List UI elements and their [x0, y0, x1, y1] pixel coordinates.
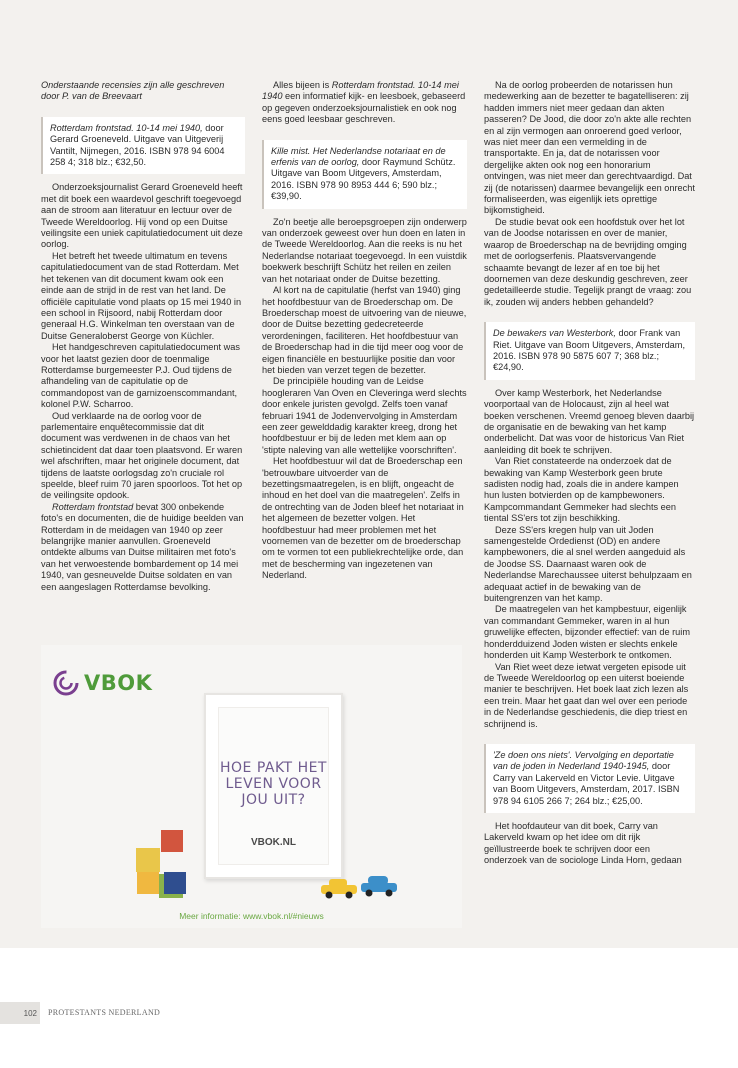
paragraph: Van Riet weet deze ietwat vergeten episode uit de Tweede Wereldoorlog op een uiterst boeiende manier te beschrijven. Het boek laat zich lezen als een trein. Maar het gaat dan wel over een periode in de Nederlandse geschiedenis, die diep triest en schrijnend is.: [484, 661, 689, 729]
spiral-logo-icon: [52, 669, 80, 697]
magazine-name: PROTESTANTS NEDERLAND: [48, 1008, 161, 1017]
poster-url: VBOK.NL: [251, 837, 296, 848]
toy-block-blue: [164, 872, 186, 894]
paragraph: Zo'n beetje alle beroepsgroepen zijn onderwerp van onderzoek geweest over hun doen en laten in de Tweede Wereldoorlog. Aan die reeks is nu het Nederlandse notariaat toegevoegd. In een vuistdik boekwerk beschrijft Schütz het reilen en zeilen van het notariaat onder de Duitse bezetting.: [262, 216, 467, 284]
paragraph: Na de oorlog probeerden de notarissen hun medewerking aan de bezetter te bagatelliseren: zij hadden immers niet meer gedaan dan akten passeren? De Jood, die door zo'n akte alle rechten en al zijn vermogen aan onroerend goed verloor, was niet meer dan een vermelding in de transportakte. En ja, dat de notarissen voor dergelijke akten ook nog een honorarium ontvingen, was niet meer dan gerechtvaardigd. Dat zij (de notarissen) daarmee bevangelijk een onrecht formaliseerden, was eigenlijk iets oprettige bijkomstigheid.: [484, 80, 695, 216]
review-3-header: [484, 322, 695, 380]
paragraph: Oud verklaarde na de oorlog voor de parlementaire enquêtecommissie dat dit document was verdwenen in de chaos van het schietincident dat daar toen plaatsvond. Er waren wel afschriften, maar het originele document, dat tijdens de laatste oorlogsdag zo'n cruciale rol speelde, bleef ruim 70 jaren spoorloos. Tot het op de veilingsite opdook.: [41, 410, 243, 501]
toy-car-yellow-icon: [319, 877, 359, 899]
paragraph: Het handgeschreven capitulatiedocument was voor het laatst gezien door de toenmalige Rotterdamse burgemeester P.J. Oud tijdens de afhandeling van de capitulatie op de commandopost van de garnizoenscommandant, kolonel P.W. Scharroo.: [41, 342, 240, 410]
page-footer: [0, 1002, 738, 1024]
paragraph-text: een informatief kijk- en leesboek, gebaseerd op gegeven onderzoeksjournalistiek en ook nog eens goed leesbaar geschreven.: [262, 91, 466, 125]
frame-poster: [218, 707, 329, 865]
review-2-details: door Raymund Schütz. Uitgave van Boom Uitgevers, Amsterdam, 2016. ISBN 978 90 8953 444 6; 590 blz.; €39,90.: [271, 157, 456, 202]
paragraph: [41, 502, 245, 593]
toy-block-red: [161, 830, 183, 852]
column-3: [484, 80, 695, 867]
book-title-inline: Rotterdam frontstad: [52, 501, 134, 512]
paragraph: Over kamp Westerbork, het Nederlandse voorportaal van de Holocaust, zijn al heel wat boeken verschenen. Vreemd genoeg bleven daarbij de organisatie en de bewaking van het kamp onderbelicht. Dat was voor de historicus Van Riet aanleiding dit boek te schrijven.: [484, 387, 695, 455]
book-title-inline: Rotterdam frontstad. 10-14 mei 1940: [262, 80, 459, 102]
column-2: [262, 80, 467, 582]
picture-frame: [204, 693, 343, 879]
review-4-details: door Carry van Lakerveld en Victor Levie. Uitgave van Boom Uitgevers, Amsterdam, 2017. ISBN 978 94 6105 266 7; 264 blz.; €25,00.: [493, 761, 680, 806]
paragraph: De studie bevat ook een hoofdstuk over het lot van de Joodse notarissen en over de manier, waarop de Broederschap na de bevrijding omging met de oorlogserfenis. Plaatsvervangende schaamte bevangt de lezer af en toe bij het doornemen van deze deskundig geschreven, zeer gedetailleerde studie. Tegelijk prangt de vraag: zou ik, zouden wij anders hebben gehandeld?: [484, 216, 692, 307]
review-2-title: Kille mist. Het Nederlandse notariaat en de erfenis van de oorlog,: [271, 145, 446, 168]
review-3-title: De bewakers van Westerbork,: [493, 328, 616, 339]
intro-note: Onderstaande recensies zijn alle geschreven door P. van de Breevaart: [41, 80, 225, 102]
paragraph: Deze SS'ers kregen hulp van uit Joden samengestelde Ordedienst (OD) en andere kampbewoners, die al snel werden aangeduid als de Joodse SS. Daarnaast waren ook de Nederlandse Marechaussee uiterst behulpzaam en adequaat actief in de bewaking van de buitengrenzen van het kamp.: [484, 524, 692, 604]
toy-block-yellow: [136, 848, 160, 872]
paragraph: Het betreft het tweede ultimatum en tevens capitulatiedocument van de stad Rotterdam. Met het tekenen van dit document kwam ook een einde aan de strijd in de rest van het land. De officiële capitulatie vond plaats op 15 mei 1940 in een school in Rijsoord, nabij Rotterdam door generaal H.G. Winkelman ten overstaan van de Duitse Generaloberst George von Küchler.: [41, 250, 242, 341]
ad-caption-link[interactable]: Meer informatie: www.vbok.nl/#nieuws: [179, 911, 324, 921]
review-1-header: [41, 117, 245, 175]
paragraph: Het hoofdauteur van dit boek, Carry van Lakerveld kwam op het idee om dit rijk geïllustreerde boek te schrijven door een onderzoek van de sociologe Linda Horn, gedaan: [484, 820, 682, 866]
paragraph-text: Alles bijeen is: [273, 80, 332, 90]
paragraph: De maatregelen van het kampbestuur, eigenlijk van commandant Gemmeker, waren in al hun gruwelijke effecten, bijzonder effectief: van de ruim honderdduizend Joden wisten er slechts enkele honderden uit Kamp Westerbork te ontkomen.: [484, 604, 690, 661]
paragraph: Al kort na de capitulatie (herfst van 1940) ging het hoofdbestuur van de Broederschap om. De Broederschap moest de uitvoering van de nieuwe, door de Duitse bezetting gedecreteerde verordeningen, faciliteren. Het hoofdbestuur van de Broederschap had in die tijd meer oog voor de eigen financiële en bestuurlijke positie dan voor het bieden van verzet tegen de bezetter.: [262, 285, 467, 375]
column-1: [41, 80, 245, 593]
review-1-details: door Gerard Groeneveld. Uitgave van Uitgeverij Vantilt, Nijmegen, 2016. ISBN 978 94 6004 258 4; 318 blz.; €32,50.: [50, 122, 225, 168]
toy-block-yellow-2: [137, 872, 159, 894]
logo-text: VBOK: [84, 671, 153, 695]
review-4-title: 'Ze doen ons niets'. Vervolging en deportatie van de joden in Nederland 1940-1945,: [493, 749, 674, 772]
toy-car-blue-icon: [359, 873, 399, 897]
vbok-advertisement[interactable]: [41, 645, 462, 928]
paragraph: Van Riet constateerde na onderzoek dat de bewaking van Kamp Westerbork geen brute sadisten nodig had, zoals die in andere kampen hun lusten botvierden op de kampbewoners. Kampcommandant Gemmeker had slechts een tiental SS'ers tot zijn beschikking.: [484, 456, 679, 524]
review-3-details: door Frank van Riet. Uitgave van Boom Uitgevers, Amsterdam, 2016. ISBN 978 90 5875 607 7; 368 blz.; €24,90.: [493, 328, 685, 373]
review-2-header: [262, 140, 467, 209]
review-4-header: [484, 744, 695, 813]
review-1-title: Rotterdam frontstad. 10-14 mei 1940,: [50, 122, 203, 133]
paragraph: [262, 80, 467, 126]
paragraph: Onderzoeksjournalist Gerard Groeneveld heeft met dit boek een waardevol geschrift toegevoegd aan de stroom aan literatuur en lectuur over de Tweede Wereldoorlog. Hij vond op een Duitse veilingsite een uniek capitulatiedocument uit deze oorlog.: [41, 182, 243, 250]
paragraph-text: bevat 300 onbekende foto's en documenten, die de huidige beelden van Rotterdam in de meidagen van 1940 op zeer belangrijke manier aanvullen. Groeneveld ontdekte albums van Duitse militairen met foto's van het verwoestende bombardement op 14 mei 1940, van gesneuvelde Duitse soldaten en van een aangeslagen Rotterdamse bevolking.: [41, 501, 244, 592]
vbok-logo: [52, 669, 152, 697]
paragraph: Het hoofdbestuur wil dat de Broederschap een 'betrouwbare uitvoerder van de bezettingsmaatregelen, is en blijft, ongeacht de inhoud en het doel van die maatregelen'. Zelfs in de ontrechting van de Joden bleef het notariaat in het algemeen de bezetter volgen. Het hoofdbestuur had meer problemen met het voornemen van de bezetter om de broederschap om te vormen tot een publiekrechtelijke orde, dan met de bescherming van ingezetenen van Nederland.: [262, 456, 464, 581]
paragraph: De principiële houding van de Leidse hoogleraren Van Oven en Cleveringa werd slechts door enkele juristen gevolgd. Zelfs toen vanaf februari 1941 de Jodenvervolging in Amsterdam een zeer gewelddadig karakter kreeg, drong het hoofdbestuur er bij de leden met klem aan op 'stipte naleving van alle wettelijke voorschriften'.: [262, 376, 467, 455]
page-number: 102: [0, 1002, 40, 1024]
poster-slogan: HOE PAKT HET LEVEN VOOR JOU UIT?: [220, 760, 327, 808]
